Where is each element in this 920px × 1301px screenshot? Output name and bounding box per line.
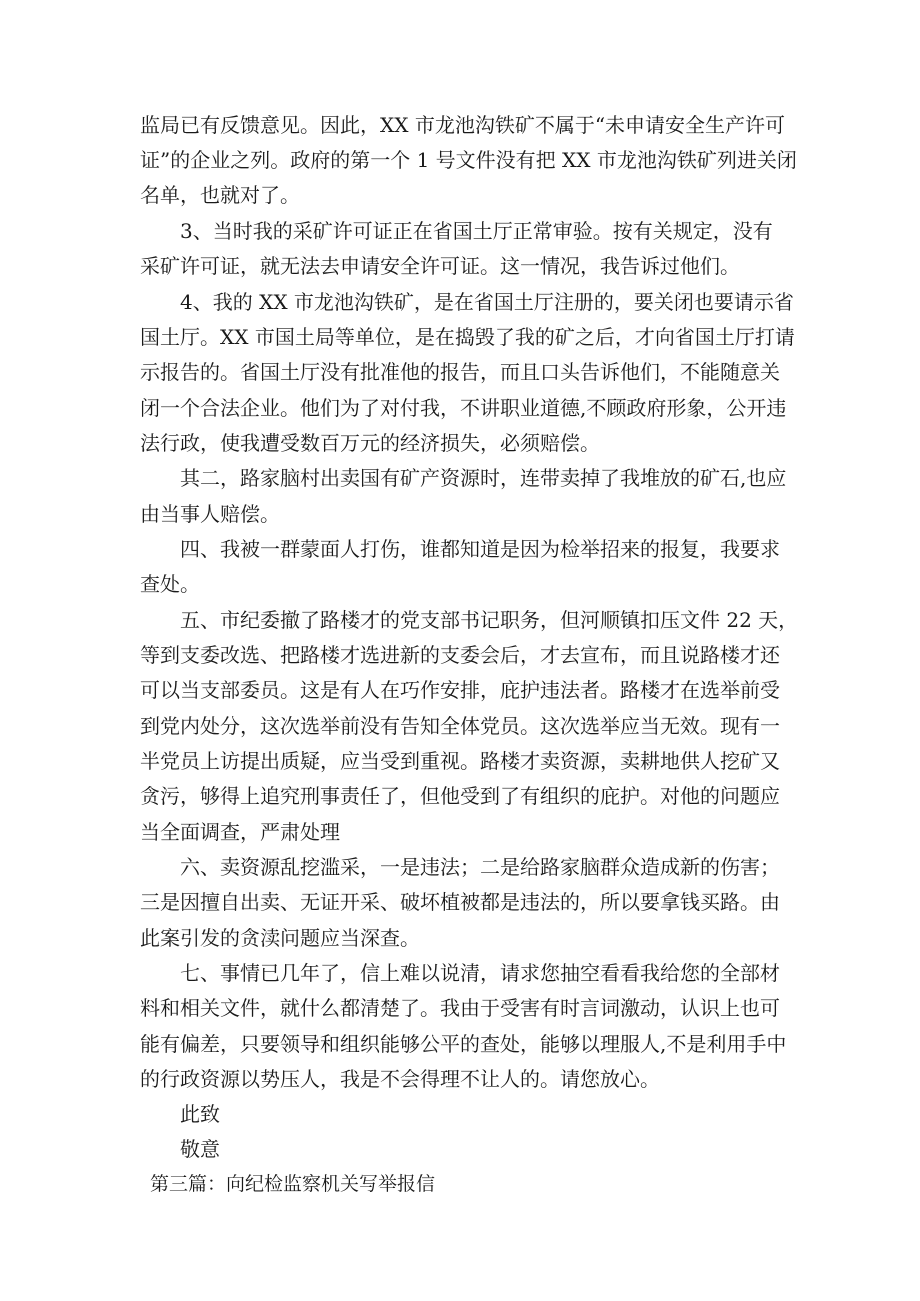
text-line: 其二，路家脑村出卖国有矿产资源时，连带卖掉了我堆放的矿石,也应: [180, 466, 787, 490]
text-line: 证”的企业之列。政府的第一个 1 号文件没有把 XX 市龙池沟铁矿列进关闭: [140, 148, 797, 172]
text-line: 能有偏差，只要领导和组织能够公平的查处，能够以理服人,不是利用手中: [140, 1032, 787, 1056]
text-line: 3、当时我的采矿许可证正在省国土厅正常审验。按有关规定，没有: [180, 219, 773, 243]
text-line: 可以当支部委员。这是有人在巧作安排，庇护违法者。路楼才在选举前受: [140, 678, 780, 702]
text-line: 采矿许可证，就无法去申请安全许可证。这一情况，我告诉过他们。: [140, 254, 740, 278]
text-line: 三是因擅自出卖、无证开采、破坏植被都是违法的，所以要拿钱买路。由: [140, 890, 780, 914]
text-line: 四、我被一群蒙面人打伤，谁都知道是因为检举招来的报复，我要求: [180, 537, 780, 561]
section-heading: 第三篇：向纪检监察机关写举报信: [150, 1173, 436, 1195]
text-line: 五、市纪委撤了路楼才的党支部书记职务，但河顺镇扣压文件 22 天，: [180, 608, 799, 632]
text-line: 料和相关文件，就什么都清楚了。我由于受害有时言词激动，认识上也可: [140, 996, 780, 1020]
closing-salutation: 此致: [180, 1102, 220, 1126]
text-line: 的行政资源以势压人，我是不会得理不让人的。请您放心。: [140, 1067, 660, 1091]
text-line: 等到支委改选、把路楼才选进新的支委会后，才去宣布，而且说路楼才还: [140, 643, 780, 667]
text-line: 此案引发的贪渎问题应当深查。: [140, 926, 420, 950]
text-line: 法行政，使我遭受数百万元的经济损失，必须赔偿。: [140, 431, 600, 455]
text-line: 监局已有反馈意见。因此，XX 市龙池沟铁矿不属于“未申请安全生产许可: [140, 113, 786, 137]
text-line: 国土厅。XX 市国土局等单位，是在捣毁了我的矿之后，才向省国土厅打请: [140, 325, 795, 349]
text-line: 贪污，够得上追究刑事责任了，但他受到了有组织的庇护。对他的问题应: [140, 784, 780, 808]
text-line: 查处。: [140, 572, 200, 596]
text-line: 当全面调查，严肃处理: [140, 820, 340, 844]
text-line: 名单，也就对了。: [140, 183, 300, 207]
text-line: 由当事人赔偿。: [140, 502, 280, 526]
text-line: 六、卖资源乱挖滥采，一是违法；二是给路家脑群众造成新的伤害；: [180, 855, 780, 879]
text-line: 半党员上访提出质疑，应当受到重视。路楼才卖资源，卖耕地供人挖矿又: [140, 749, 780, 773]
text-line: 七、事情已几年了，信上难以说清，请求您抽空看看我给您的全部材: [180, 961, 780, 985]
text-line: 到党内处分，这次选举前没有告知全体党员。这次选举应当无效。现有一: [140, 714, 780, 738]
text-line: 4、我的 XX 市龙池沟铁矿，是在省国土厅注册的，要关闭也要请示省: [180, 290, 794, 314]
text-line: 闭一个合法企业。他们为了对付我，不讲职业道德,不顾政府形象，公开违: [140, 396, 787, 420]
closing-regards: 敬意: [180, 1137, 220, 1161]
text-line: 示报告的。省国土厅没有批准他的报告，而且口头告诉他们，不能随意关: [140, 360, 780, 384]
